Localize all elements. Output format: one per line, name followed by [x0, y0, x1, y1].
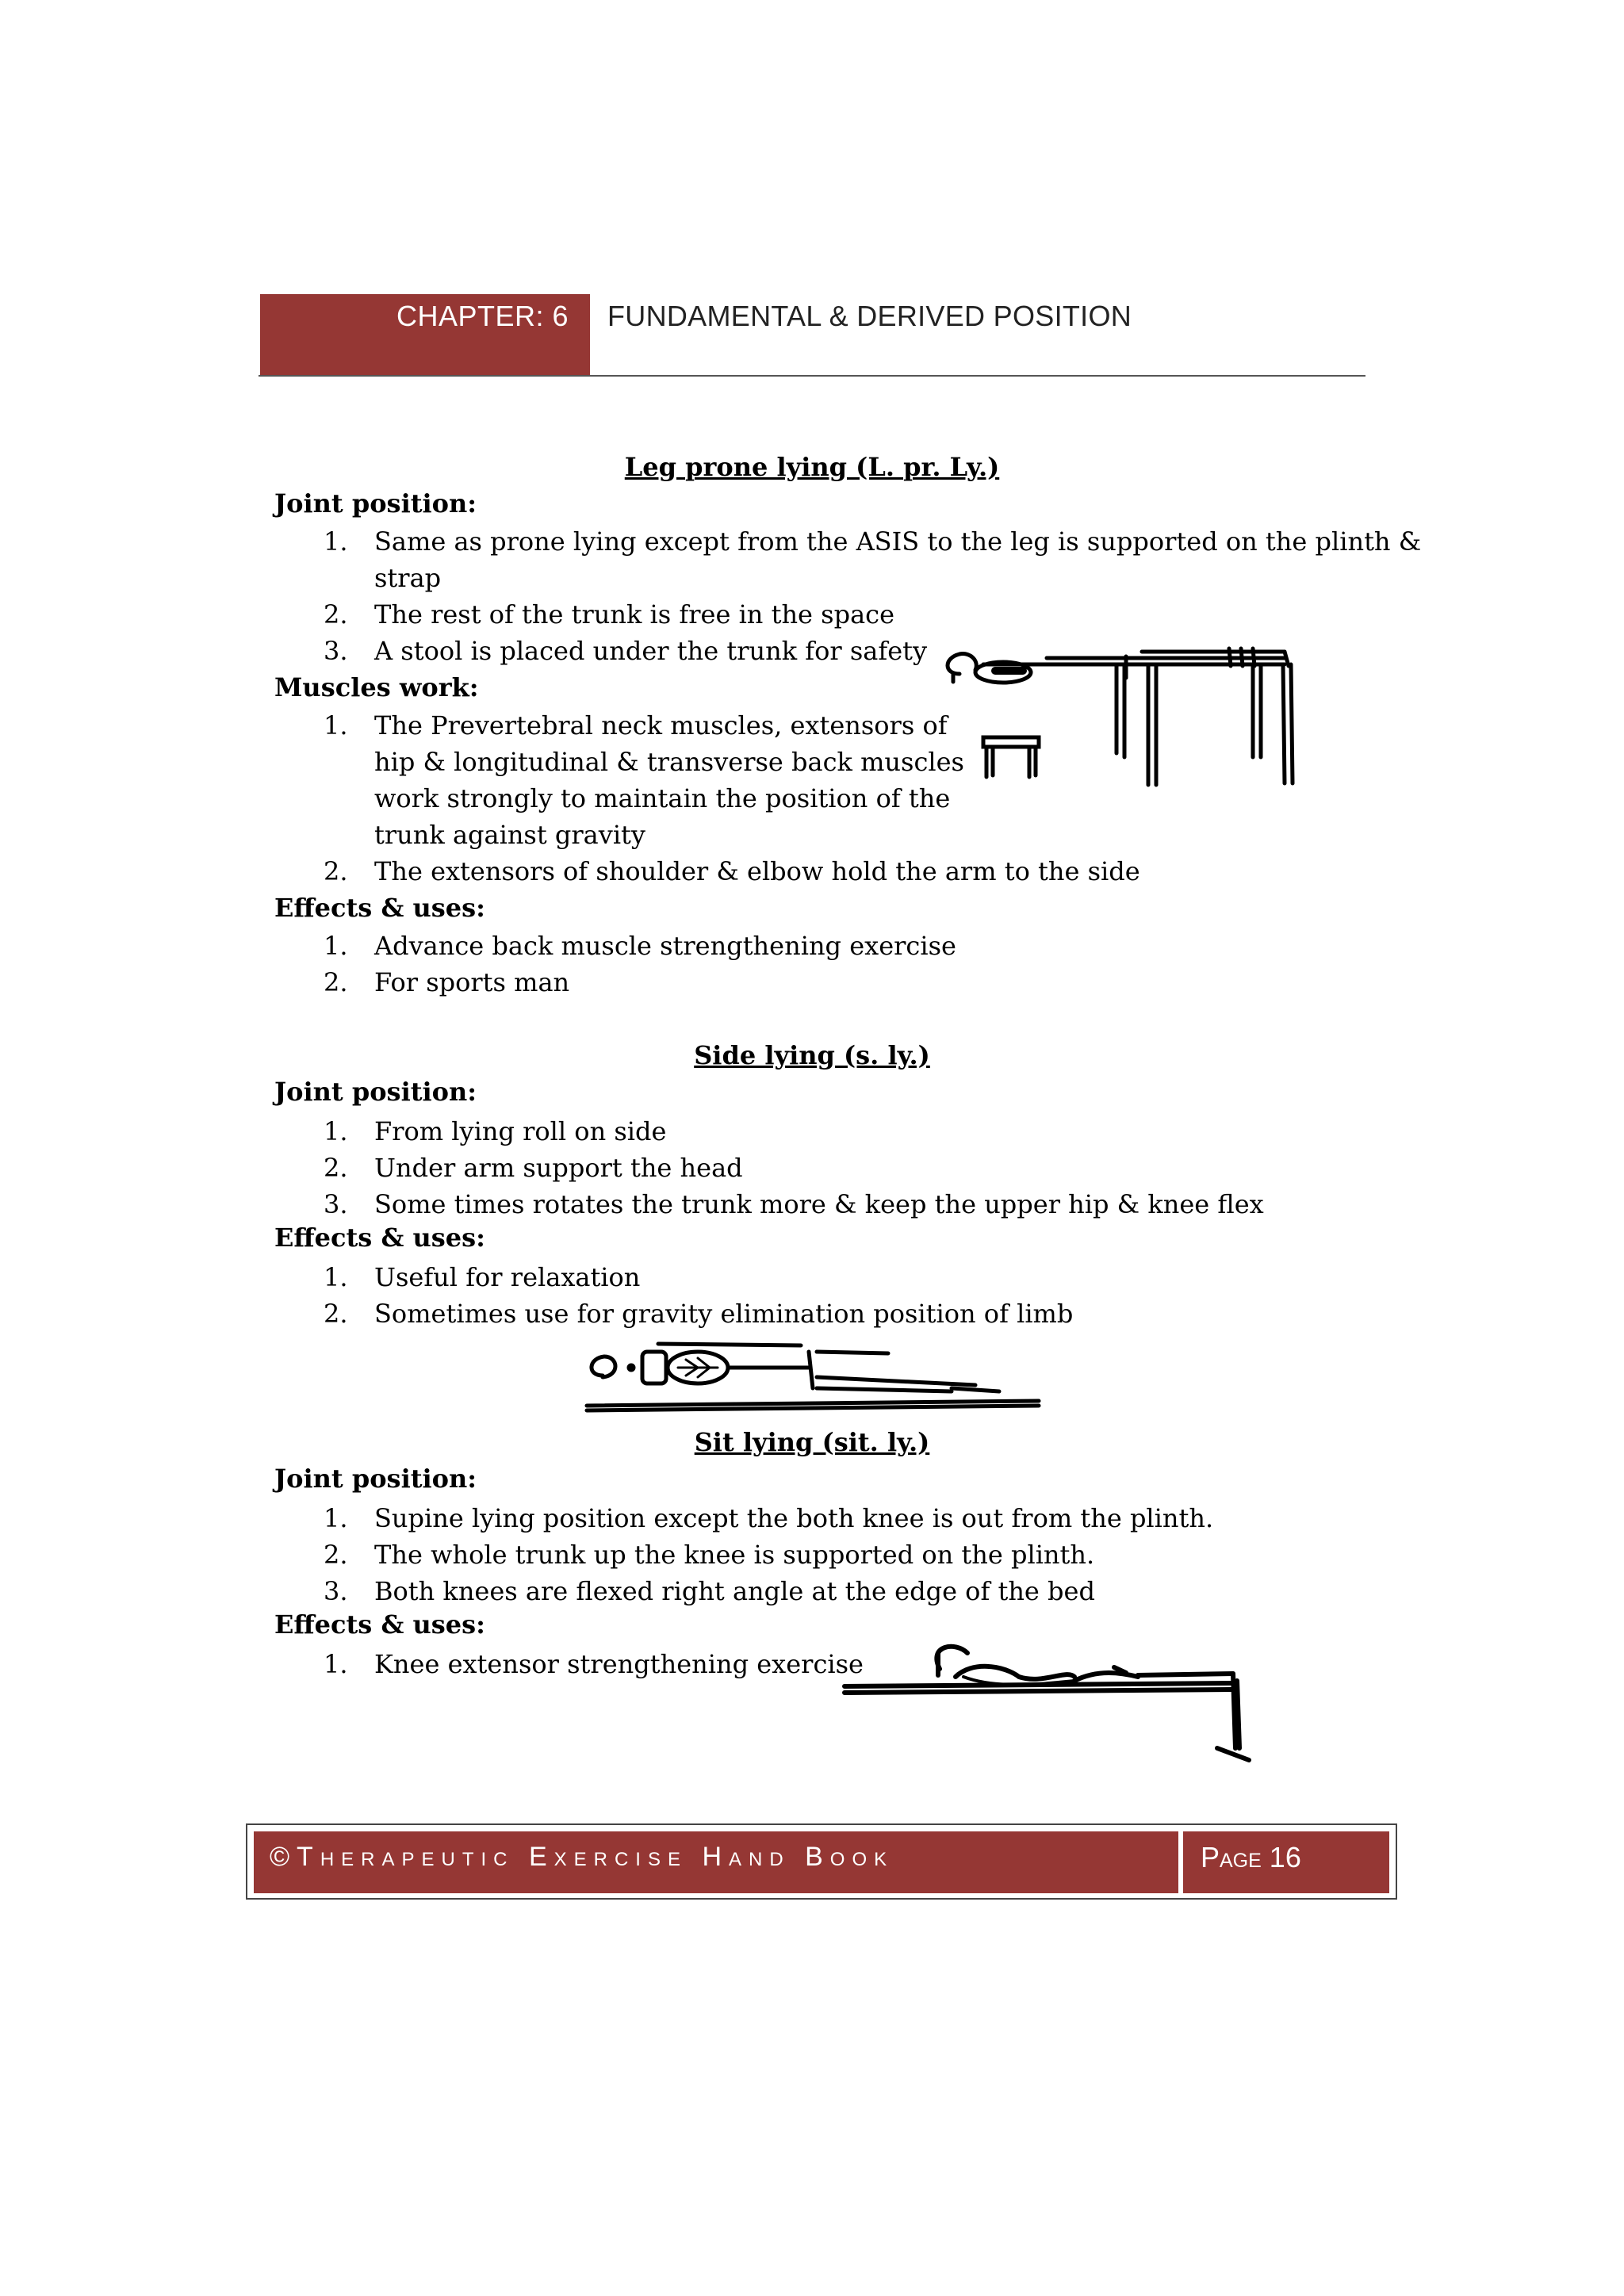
- list-item: 1. Advance back muscle strengthening exercise: [324, 931, 956, 961]
- list-item-continuation: hip & longitudinal & transverse back muscles: [374, 747, 964, 777]
- leg-prone-lying-illustration: [936, 626, 1316, 801]
- joint-position-label: Joint position:: [274, 488, 477, 519]
- list-item-continuation: work strongly to maintain the position of the: [374, 783, 951, 813]
- list-item: 1. Same as prone lying except from the ASIS to the leg is supported on the plinth &: [324, 526, 1422, 557]
- list-item: 2. The extensors of shoulder & elbow hold the arm to the side: [324, 856, 1140, 886]
- list-item: 2. Under arm support the head: [324, 1153, 743, 1183]
- list-item: 1. Knee extensor strengthening exercise: [324, 1649, 864, 1679]
- list-item-continuation: trunk against gravity: [374, 820, 645, 850]
- joint-position-label: Joint position:: [274, 1464, 477, 1494]
- effects-uses-label: Effects & uses:: [274, 1609, 485, 1640]
- effects-uses-label: Effects & uses:: [274, 893, 485, 923]
- chapter-number: CHAPTER: 6: [396, 300, 569, 332]
- side-lying-illustration: [579, 1336, 1047, 1415]
- list-item: 2. Sometimes use for gravity elimination position of limb: [324, 1299, 1074, 1329]
- section-title-sit-lying: Sit lying (sit. ly.): [694, 1427, 930, 1457]
- list-item-continuation: strap: [374, 563, 442, 593]
- muscles-work-label: Muscles work:: [274, 672, 479, 702]
- list-item: 2. The whole trunk up the knee is supported on the plinth.: [324, 1540, 1095, 1570]
- list-item: 1. From lying roll on side: [324, 1116, 667, 1146]
- header-divider: [259, 375, 1365, 377]
- list-item: 3. A stool is placed under the trunk for safety: [324, 636, 928, 666]
- joint-position-label: Joint position:: [274, 1077, 477, 1107]
- section-title-leg-prone: Leg prone lying (L. pr. Ly.): [624, 452, 1000, 482]
- list-item: 1. Useful for relaxation: [324, 1262, 641, 1292]
- footer-book-title: ©Therapeutic Exercise Hand Book: [270, 1842, 894, 1872]
- list-item: 3. Both knees are flexed right angle at the edge of the bed: [324, 1576, 1095, 1606]
- list-item: 3. Some times rotates the trunk more & keep the upper hip & knee flex: [324, 1189, 1264, 1219]
- list-item: 1. The Prevertebral neck muscles, extensors of: [324, 710, 948, 740]
- sit-lying-illustration: [837, 1637, 1265, 1772]
- list-item: 1. Supine lying position except the both knee is out from the plinth.: [324, 1503, 1214, 1533]
- chapter-title: FUNDAMENTAL & DERIVED POSITION: [607, 300, 1132, 332]
- effects-uses-label: Effects & uses:: [274, 1223, 485, 1253]
- list-item: 2. The rest of the trunk is free in the space: [324, 599, 894, 629]
- page-number: Page 16: [1201, 1841, 1301, 1873]
- list-item: 2. For sports man: [324, 967, 570, 997]
- section-title-side-lying: Side lying (s. ly.): [694, 1040, 930, 1070]
